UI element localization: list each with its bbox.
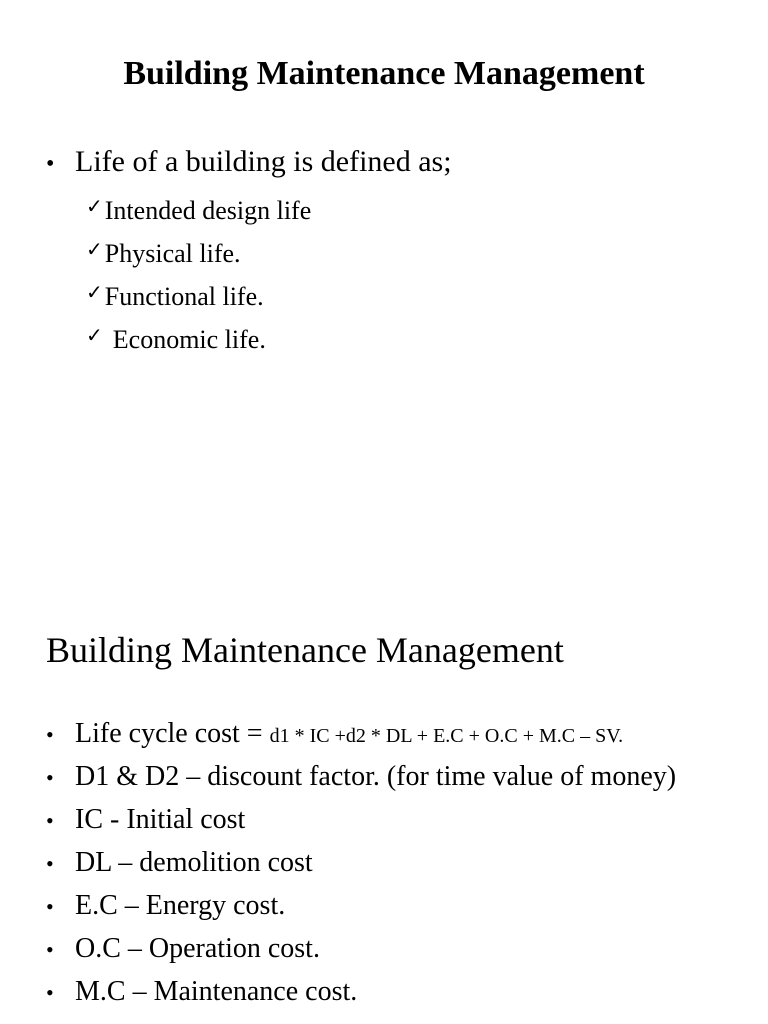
list-item-label: DL – demolition cost xyxy=(75,847,313,878)
checkmark-icon: ✓ xyxy=(86,280,103,304)
formula-label: Life cycle cost = xyxy=(75,718,270,749)
life-types-list xyxy=(86,186,311,358)
bullet-icon: • xyxy=(46,851,54,876)
formula-expression: d1 * IC +d2 * DL + E.C + O.C + M.C – SV. xyxy=(269,725,624,747)
bullet-icon: • xyxy=(46,808,54,833)
bullet-icon: • xyxy=(46,151,55,177)
slide1-title: Building Maintenance Management xyxy=(123,55,645,92)
list-item-label: Intended design life xyxy=(104,196,312,225)
checkmark-icon: ✓ xyxy=(86,194,103,218)
list-item-label: IC - Initial cost xyxy=(75,804,246,835)
checkmark-icon: ✓ xyxy=(86,323,103,347)
list-item-label: O.C – Operation cost. xyxy=(75,933,320,964)
list-item-label: Functional life. xyxy=(104,282,264,311)
slide1-intro-bullet xyxy=(46,144,452,182)
list-item xyxy=(86,315,311,358)
list-item xyxy=(86,186,311,229)
list-item xyxy=(46,886,676,929)
formula-item xyxy=(46,714,676,757)
cost-terms-list xyxy=(46,714,676,1015)
list-item xyxy=(86,272,311,315)
slide2-title: Building Maintenance Management xyxy=(46,630,564,670)
list-item xyxy=(46,800,676,843)
list-item xyxy=(46,843,676,886)
bullet-icon: • xyxy=(46,937,54,962)
list-item xyxy=(46,972,676,1015)
bullet-icon: • xyxy=(46,765,54,790)
list-item-label: E.C – Energy cost. xyxy=(75,890,286,921)
list-item-label: D1 & D2 – discount factor. (for time value of money) xyxy=(75,761,677,792)
checkmark-icon: ✓ xyxy=(86,237,103,261)
bullet-icon: • xyxy=(46,980,54,1005)
list-item-label: Economic life. xyxy=(112,325,266,354)
bullet-icon: • xyxy=(46,722,54,747)
slide1-intro-text: Life of a building is defined as; xyxy=(75,145,452,178)
list-item xyxy=(46,757,676,800)
list-item-label: Physical life. xyxy=(104,239,241,268)
list-item xyxy=(46,929,676,972)
list-item-label: M.C – Maintenance cost. xyxy=(75,976,358,1007)
bullet-icon: • xyxy=(46,894,54,919)
list-item xyxy=(86,229,311,272)
